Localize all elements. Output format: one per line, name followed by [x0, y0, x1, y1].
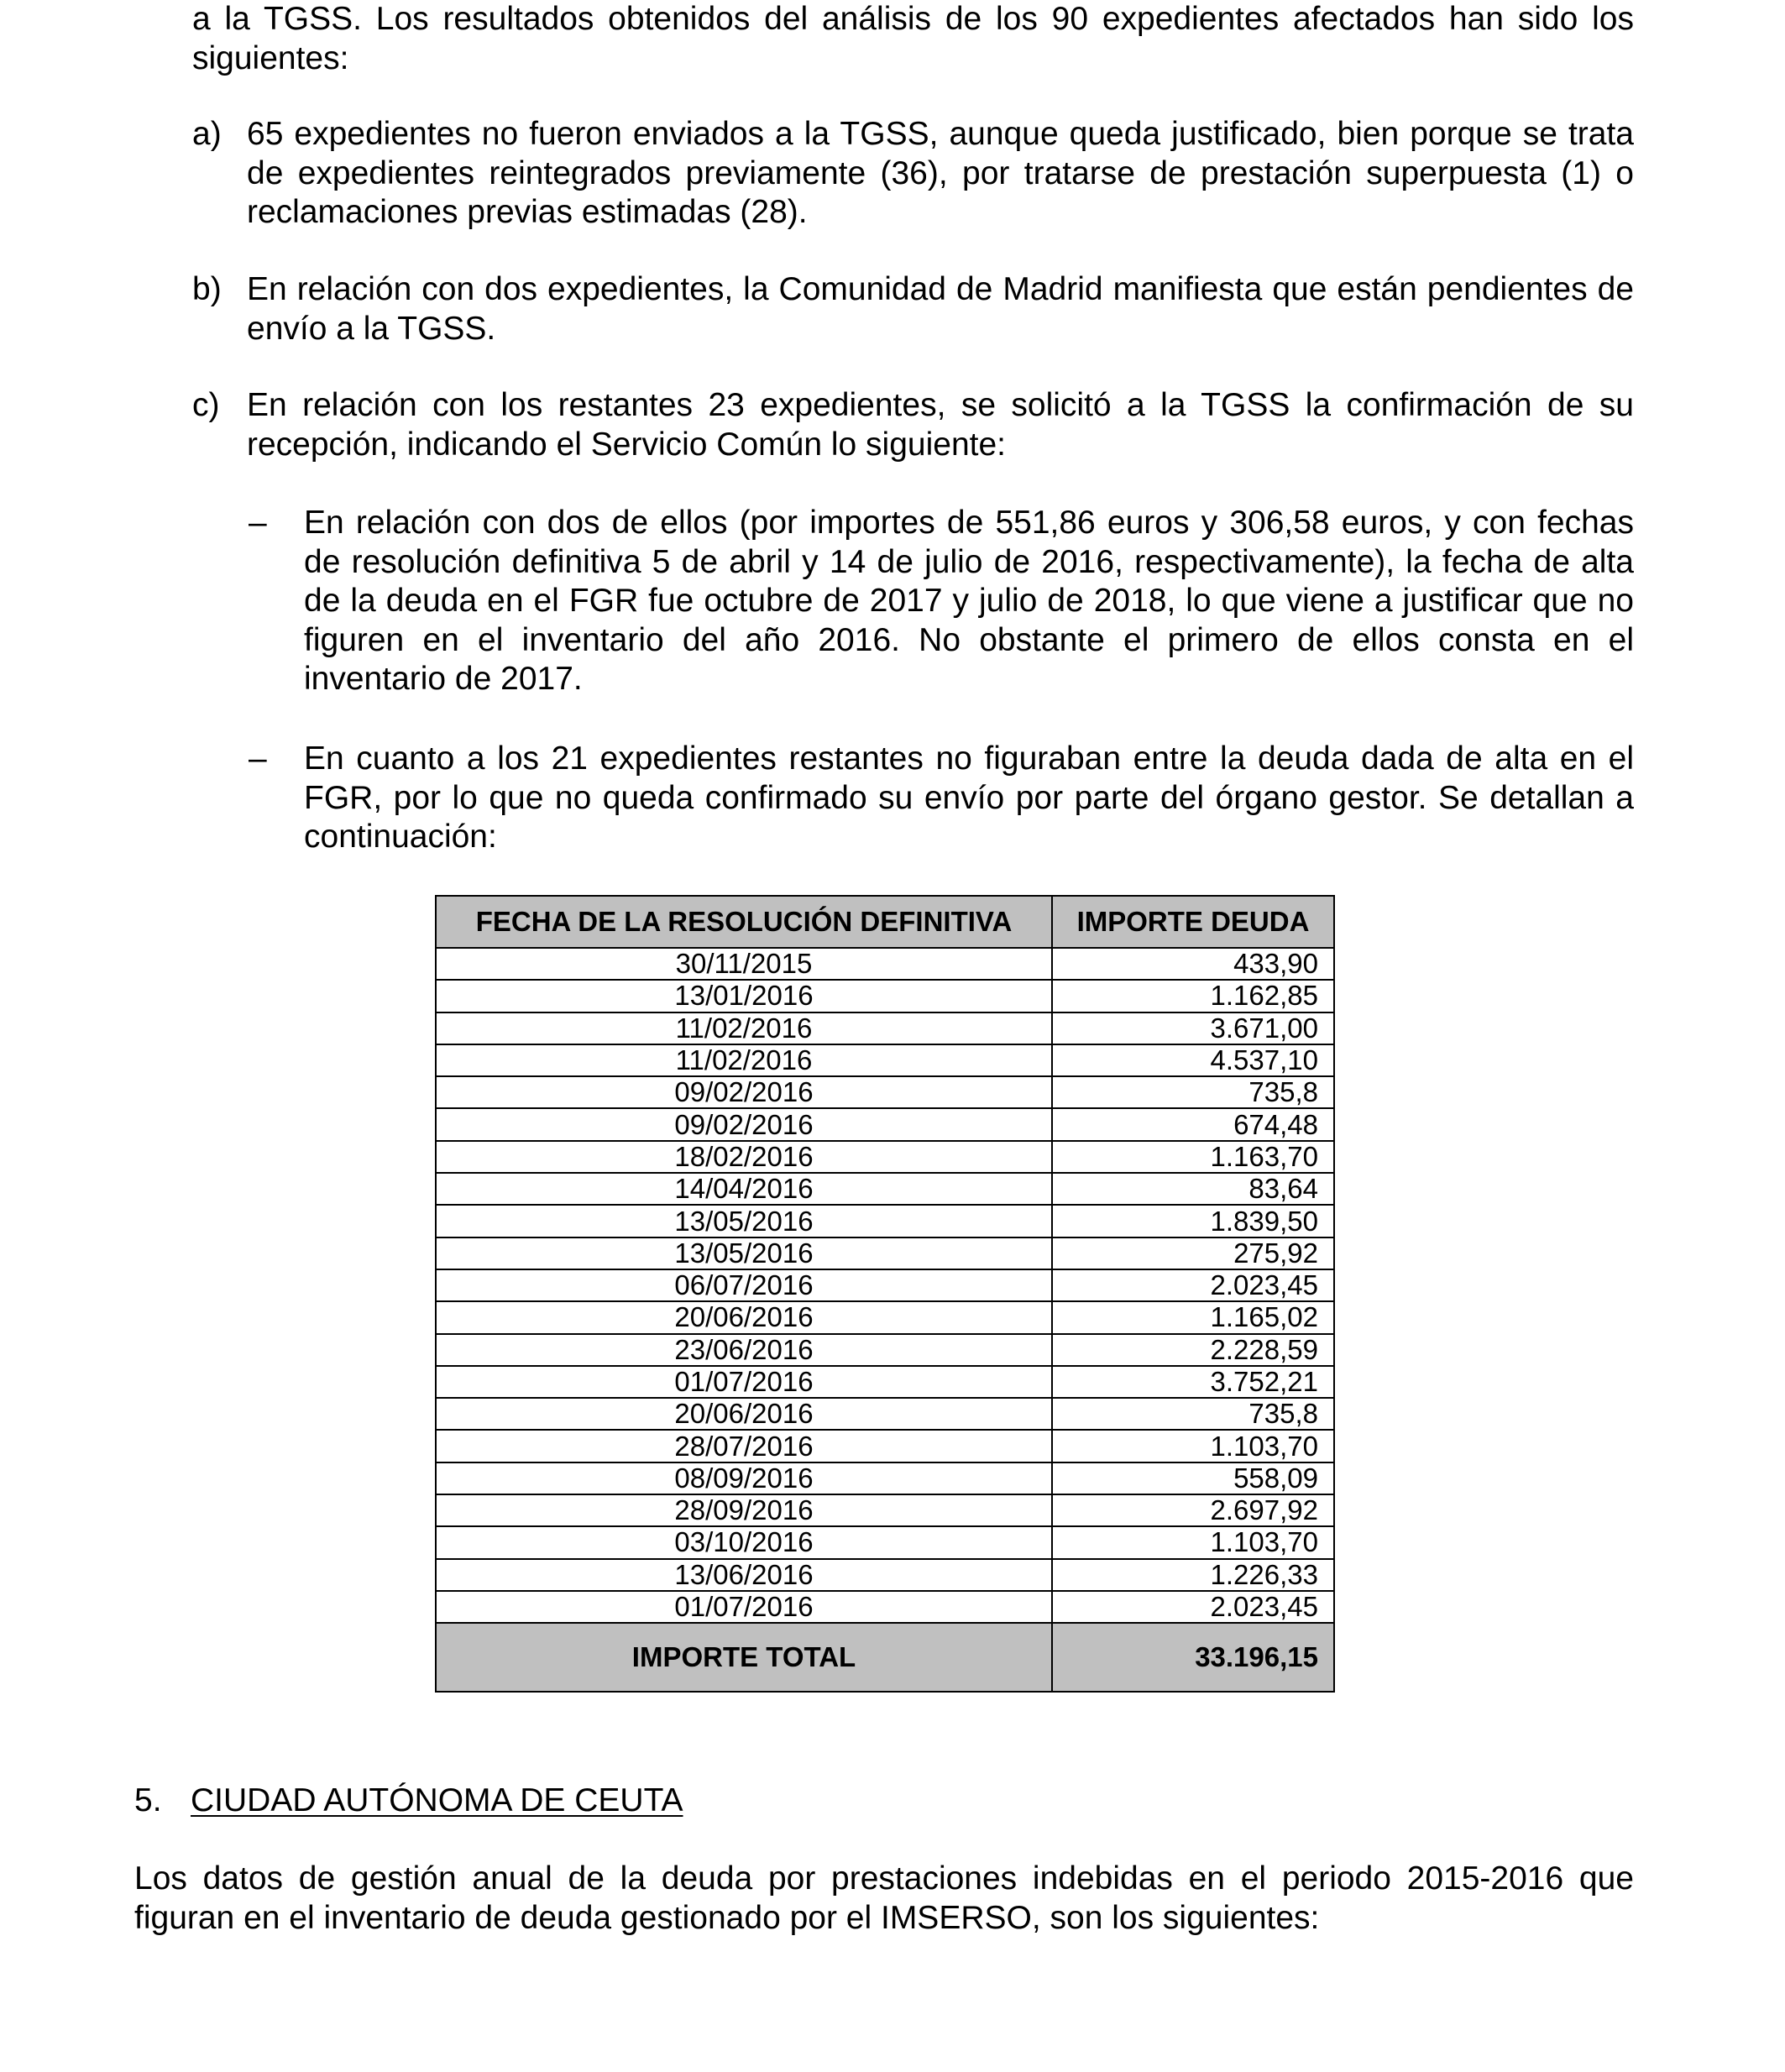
cell-amount: 735,8 — [1052, 1076, 1334, 1108]
sub-item-2 — [249, 740, 1634, 866]
dash-marker-2: – — [249, 740, 267, 777]
cell-amount: 1.103,70 — [1052, 1430, 1334, 1462]
cell-amount: 3.671,00 — [1052, 1012, 1334, 1044]
table-row — [436, 1526, 1334, 1558]
table-row — [436, 1430, 1334, 1462]
cell-amount: 1.226,33 — [1052, 1559, 1334, 1591]
list-text-a: 65 expedientes no fueron enviados a la TGSS, aunque queda justificado, bien porque se trata de expedientes reintegrados previamente (36), por tratarse de prestación superpuesta (1) o reclamaciones previas estimadas (28). — [247, 116, 1634, 230]
cell-date: 30/11/2015 — [436, 948, 1052, 980]
table-row — [436, 1237, 1334, 1269]
cell-amount: 1.165,02 — [1052, 1301, 1334, 1333]
table-row — [436, 1141, 1334, 1173]
sub-item-text-1: En relación con dos de ellos (por importes de 551,86 euros y 306,58 euros, y con fechas de resolución definitiva 5 de abril y 14 de julio de 2016, respectivamente), la fecha de alta de la deuda en el FGR fue octubre de 2017 y julio de 2018, lo que viene a justificar que no figuren en el inventario del año 2016. No obstante el primero de ellos consta en el inventario de 2017. — [304, 505, 1634, 697]
list-item-c — [192, 386, 1634, 470]
cell-date: 13/01/2016 — [436, 980, 1052, 1012]
table-row — [436, 1012, 1334, 1044]
table-total-row — [436, 1623, 1334, 1692]
cell-amount: 3.752,21 — [1052, 1366, 1334, 1398]
table-row — [436, 1366, 1334, 1398]
debt-table — [435, 895, 1335, 1693]
table-row — [436, 1301, 1334, 1333]
header-date: FECHA DE LA RESOLUCIÓN DEFINITIVA — [436, 896, 1052, 948]
table-row — [436, 980, 1334, 1012]
cell-date: 09/02/2016 — [436, 1108, 1052, 1140]
cell-amount: 1.103,70 — [1052, 1526, 1334, 1558]
table-row — [436, 1044, 1334, 1076]
total-value: 33.196,15 — [1052, 1623, 1334, 1692]
table-body — [436, 948, 1334, 1623]
cell-amount: 433,90 — [1052, 948, 1334, 980]
cell-date: 23/06/2016 — [436, 1334, 1052, 1366]
table-row — [436, 1462, 1334, 1494]
list-item-b — [192, 270, 1634, 354]
cell-amount: 2.023,45 — [1052, 1269, 1334, 1301]
cell-amount: 2.023,45 — [1052, 1591, 1334, 1623]
cell-date: 13/05/2016 — [436, 1205, 1052, 1237]
list-marker-c: c) — [192, 387, 220, 423]
table-row — [436, 1494, 1334, 1526]
table-row — [436, 1173, 1334, 1205]
table-header-row — [436, 896, 1334, 948]
cell-amount: 735,8 — [1052, 1398, 1334, 1430]
cell-date: 11/02/2016 — [436, 1012, 1052, 1044]
table-row — [436, 1269, 1334, 1301]
table-row — [436, 1108, 1334, 1140]
cell-date: 08/09/2016 — [436, 1462, 1052, 1494]
cell-date: 03/10/2016 — [436, 1526, 1052, 1558]
cell-amount: 4.537,10 — [1052, 1044, 1334, 1076]
sub-item-1 — [249, 504, 1634, 705]
cell-amount: 2.228,59 — [1052, 1334, 1334, 1366]
table-row — [436, 1591, 1334, 1623]
section-number: 5. — [134, 1782, 162, 1818]
cell-date: 18/02/2016 — [436, 1141, 1052, 1173]
cell-date: 06/07/2016 — [436, 1269, 1052, 1301]
cell-date: 14/04/2016 — [436, 1173, 1052, 1205]
cell-date: 13/06/2016 — [436, 1559, 1052, 1591]
cell-amount: 1.163,70 — [1052, 1141, 1334, 1173]
table-row — [436, 1205, 1334, 1237]
cell-date: 28/07/2016 — [436, 1430, 1052, 1462]
table-row — [436, 1559, 1334, 1591]
cell-date: 20/06/2016 — [436, 1398, 1052, 1430]
list-text-b: En relación con dos expedientes, la Comunidad de Madrid manifiesta que están pendientes de envío a la TGSS. — [247, 271, 1634, 347]
cell-amount: 275,92 — [1052, 1237, 1334, 1269]
total-label: IMPORTE TOTAL — [436, 1623, 1052, 1692]
cell-date: 11/02/2016 — [436, 1044, 1052, 1076]
cell-amount: 83,64 — [1052, 1173, 1334, 1205]
cell-amount: 1.839,50 — [1052, 1205, 1334, 1237]
table-row — [436, 948, 1334, 980]
cell-date: 20/06/2016 — [436, 1301, 1052, 1333]
intro-paragraph: a la TGSS. Los resultados obtenidos del análisis de los 90 expedientes afectados han sido los siguientes: — [192, 1, 1634, 76]
cell-date: 28/09/2016 — [436, 1494, 1052, 1526]
cell-date: 13/05/2016 — [436, 1237, 1052, 1269]
table-row — [436, 1334, 1334, 1366]
list-text-c: En relación con los restantes 23 expedientes, se solicitó a la TGSS la confirmación de su recepción, indicando el Servicio Común lo siguiente: — [247, 387, 1634, 463]
dash-marker-1: – — [249, 505, 267, 541]
cell-amount: 1.162,85 — [1052, 980, 1334, 1012]
section-heading — [134, 1782, 683, 1820]
header-amount: IMPORTE DEUDA — [1052, 896, 1334, 948]
list-item-a — [192, 115, 1634, 241]
cell-amount: 2.697,92 — [1052, 1494, 1334, 1526]
cell-amount: 674,48 — [1052, 1108, 1334, 1140]
cell-date: 09/02/2016 — [436, 1076, 1052, 1108]
table-row — [436, 1398, 1334, 1430]
table-row — [436, 1076, 1334, 1108]
sub-item-text-2: En cuanto a los 21 expedientes restantes no figuraban entre la deuda dada de alta en el FGR, por lo que no queda confirmado su envío por parte del órgano gestor. Se detallan a continuación: — [304, 740, 1634, 855]
cell-date: 01/07/2016 — [436, 1591, 1052, 1623]
cell-amount: 558,09 — [1052, 1462, 1334, 1494]
section-title: CIUDAD AUTÓNOMA DE CEUTA — [191, 1782, 683, 1818]
cell-date: 01/07/2016 — [436, 1366, 1052, 1398]
list-marker-b: b) — [192, 271, 222, 307]
closing-paragraph: Los datos de gestión anual de la deuda por prestaciones indebidas en el periodo 2015-2016 que figuran en el inventario de deuda gestionado por el IMSERSO, son los siguientes: — [134, 1860, 1634, 1936]
list-marker-a: a) — [192, 116, 222, 152]
